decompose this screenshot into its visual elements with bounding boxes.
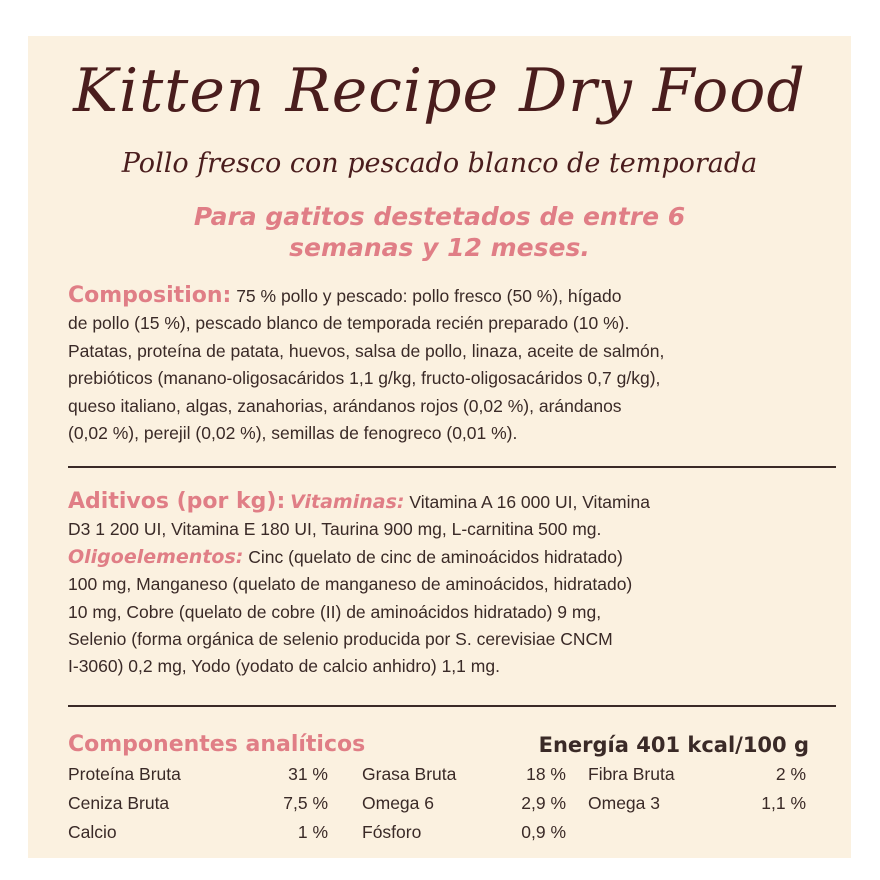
additives-first-line xyxy=(68,488,828,516)
composition-line: (0,02 %), perejil (0,02 %), semillas de fenogreco (0,01 %). xyxy=(68,423,518,444)
additives-heading: Aditivos (por kg): xyxy=(68,489,286,514)
trace-elements-label: Oligoelementos: xyxy=(68,545,244,568)
product-tagline xyxy=(28,201,851,263)
composition-line: de pollo (15 %), pescado blanco de temporada recién preparado (10 %). xyxy=(68,313,630,334)
tagline-line: Para gatitos destetados de entre 6 xyxy=(193,202,686,231)
trace-line: 100 mg, Manganeso (quelato de manganeso de aminoácidos, hidratado) xyxy=(68,574,633,595)
composition-heading: Composition: xyxy=(68,283,232,308)
product-title: Kitten Recipe Dry Food xyxy=(73,56,806,126)
analytics-heading: Componentes analíticos xyxy=(68,732,366,757)
analytics-table xyxy=(68,764,810,851)
section-divider xyxy=(68,466,836,468)
trace-first-line xyxy=(68,544,828,571)
energy-value: Energía 401 kcal/100 g xyxy=(538,733,809,757)
composition-line: prebióticos (manano-oligosacáridos 1,1 g/kg, fructo-oligosacáridos 0,7 g/kg), xyxy=(68,368,661,389)
composition-first-line xyxy=(68,282,828,310)
composition-text: 75 % pollo y pescado: pollo fresco (50 %), hígado xyxy=(236,286,622,306)
nutrient-value: 7,5 % xyxy=(283,793,328,813)
nutrient-value: 2,9 % xyxy=(521,793,566,813)
composition-section xyxy=(68,282,828,447)
nutrient-label: Calcio xyxy=(68,822,117,842)
trace-text: Cinc (quelato de cinc de aminoácidos hidratado) xyxy=(248,546,623,567)
trace-line: Selenio (forma orgánica de selenio producida por S. cerevisiae CNCM xyxy=(68,629,613,650)
nutrient-value: 1,1 % xyxy=(761,793,806,813)
tagline-line: semanas y 12 meses. xyxy=(289,233,590,262)
nutrient-label: Fibra Bruta xyxy=(588,764,675,784)
trace-line: I-3060) 0,2 mg, Yodo (yodato de calcio anhidro) 1,1 mg. xyxy=(68,656,500,677)
nutrient-label: Proteína Bruta xyxy=(68,764,181,784)
table-row xyxy=(68,822,810,851)
nutrient-value: 0,9 % xyxy=(521,822,566,842)
nutrient-value: 18 % xyxy=(526,764,566,784)
vitamins-label: Vitaminas: xyxy=(290,491,405,513)
table-row xyxy=(68,793,810,822)
vitamins-text: Vitamina A 16 000 UI, Vitamina xyxy=(409,492,650,512)
nutrient-label: Omega 3 xyxy=(588,793,660,813)
nutrient-value: 2 % xyxy=(775,764,806,784)
product-subtitle: Pollo fresco con pescado blanco de temporada xyxy=(121,148,758,179)
table-row xyxy=(68,764,810,793)
vitamins-line: D3 1 200 UI, Vitamina E 180 UI, Taurina 900 mg, L-carnitina 500 mg. xyxy=(68,519,602,540)
trace-line: 10 mg, Cobre (quelato de cobre (II) de aminoácidos hidratado) 9 mg, xyxy=(68,601,602,622)
composition-line: queso italiano, algas, zanahorias, arándanos rojos (0,02 %), arándanos xyxy=(68,395,622,416)
additives-section xyxy=(68,488,828,681)
label-panel xyxy=(28,36,851,858)
composition-line: Patatas, proteína de patata, huevos, salsa de pollo, linaza, aceite de salmón, xyxy=(68,340,665,361)
nutrient-label: Grasa Bruta xyxy=(362,764,457,784)
nutrient-label: Fósforo xyxy=(362,822,422,842)
nutrient-value: 1 % xyxy=(297,822,328,842)
section-divider xyxy=(68,705,836,707)
nutrient-label: Ceniza Bruta xyxy=(68,793,170,813)
nutrient-label: Omega 6 xyxy=(362,793,434,813)
nutrient-value: 31 % xyxy=(288,764,328,784)
